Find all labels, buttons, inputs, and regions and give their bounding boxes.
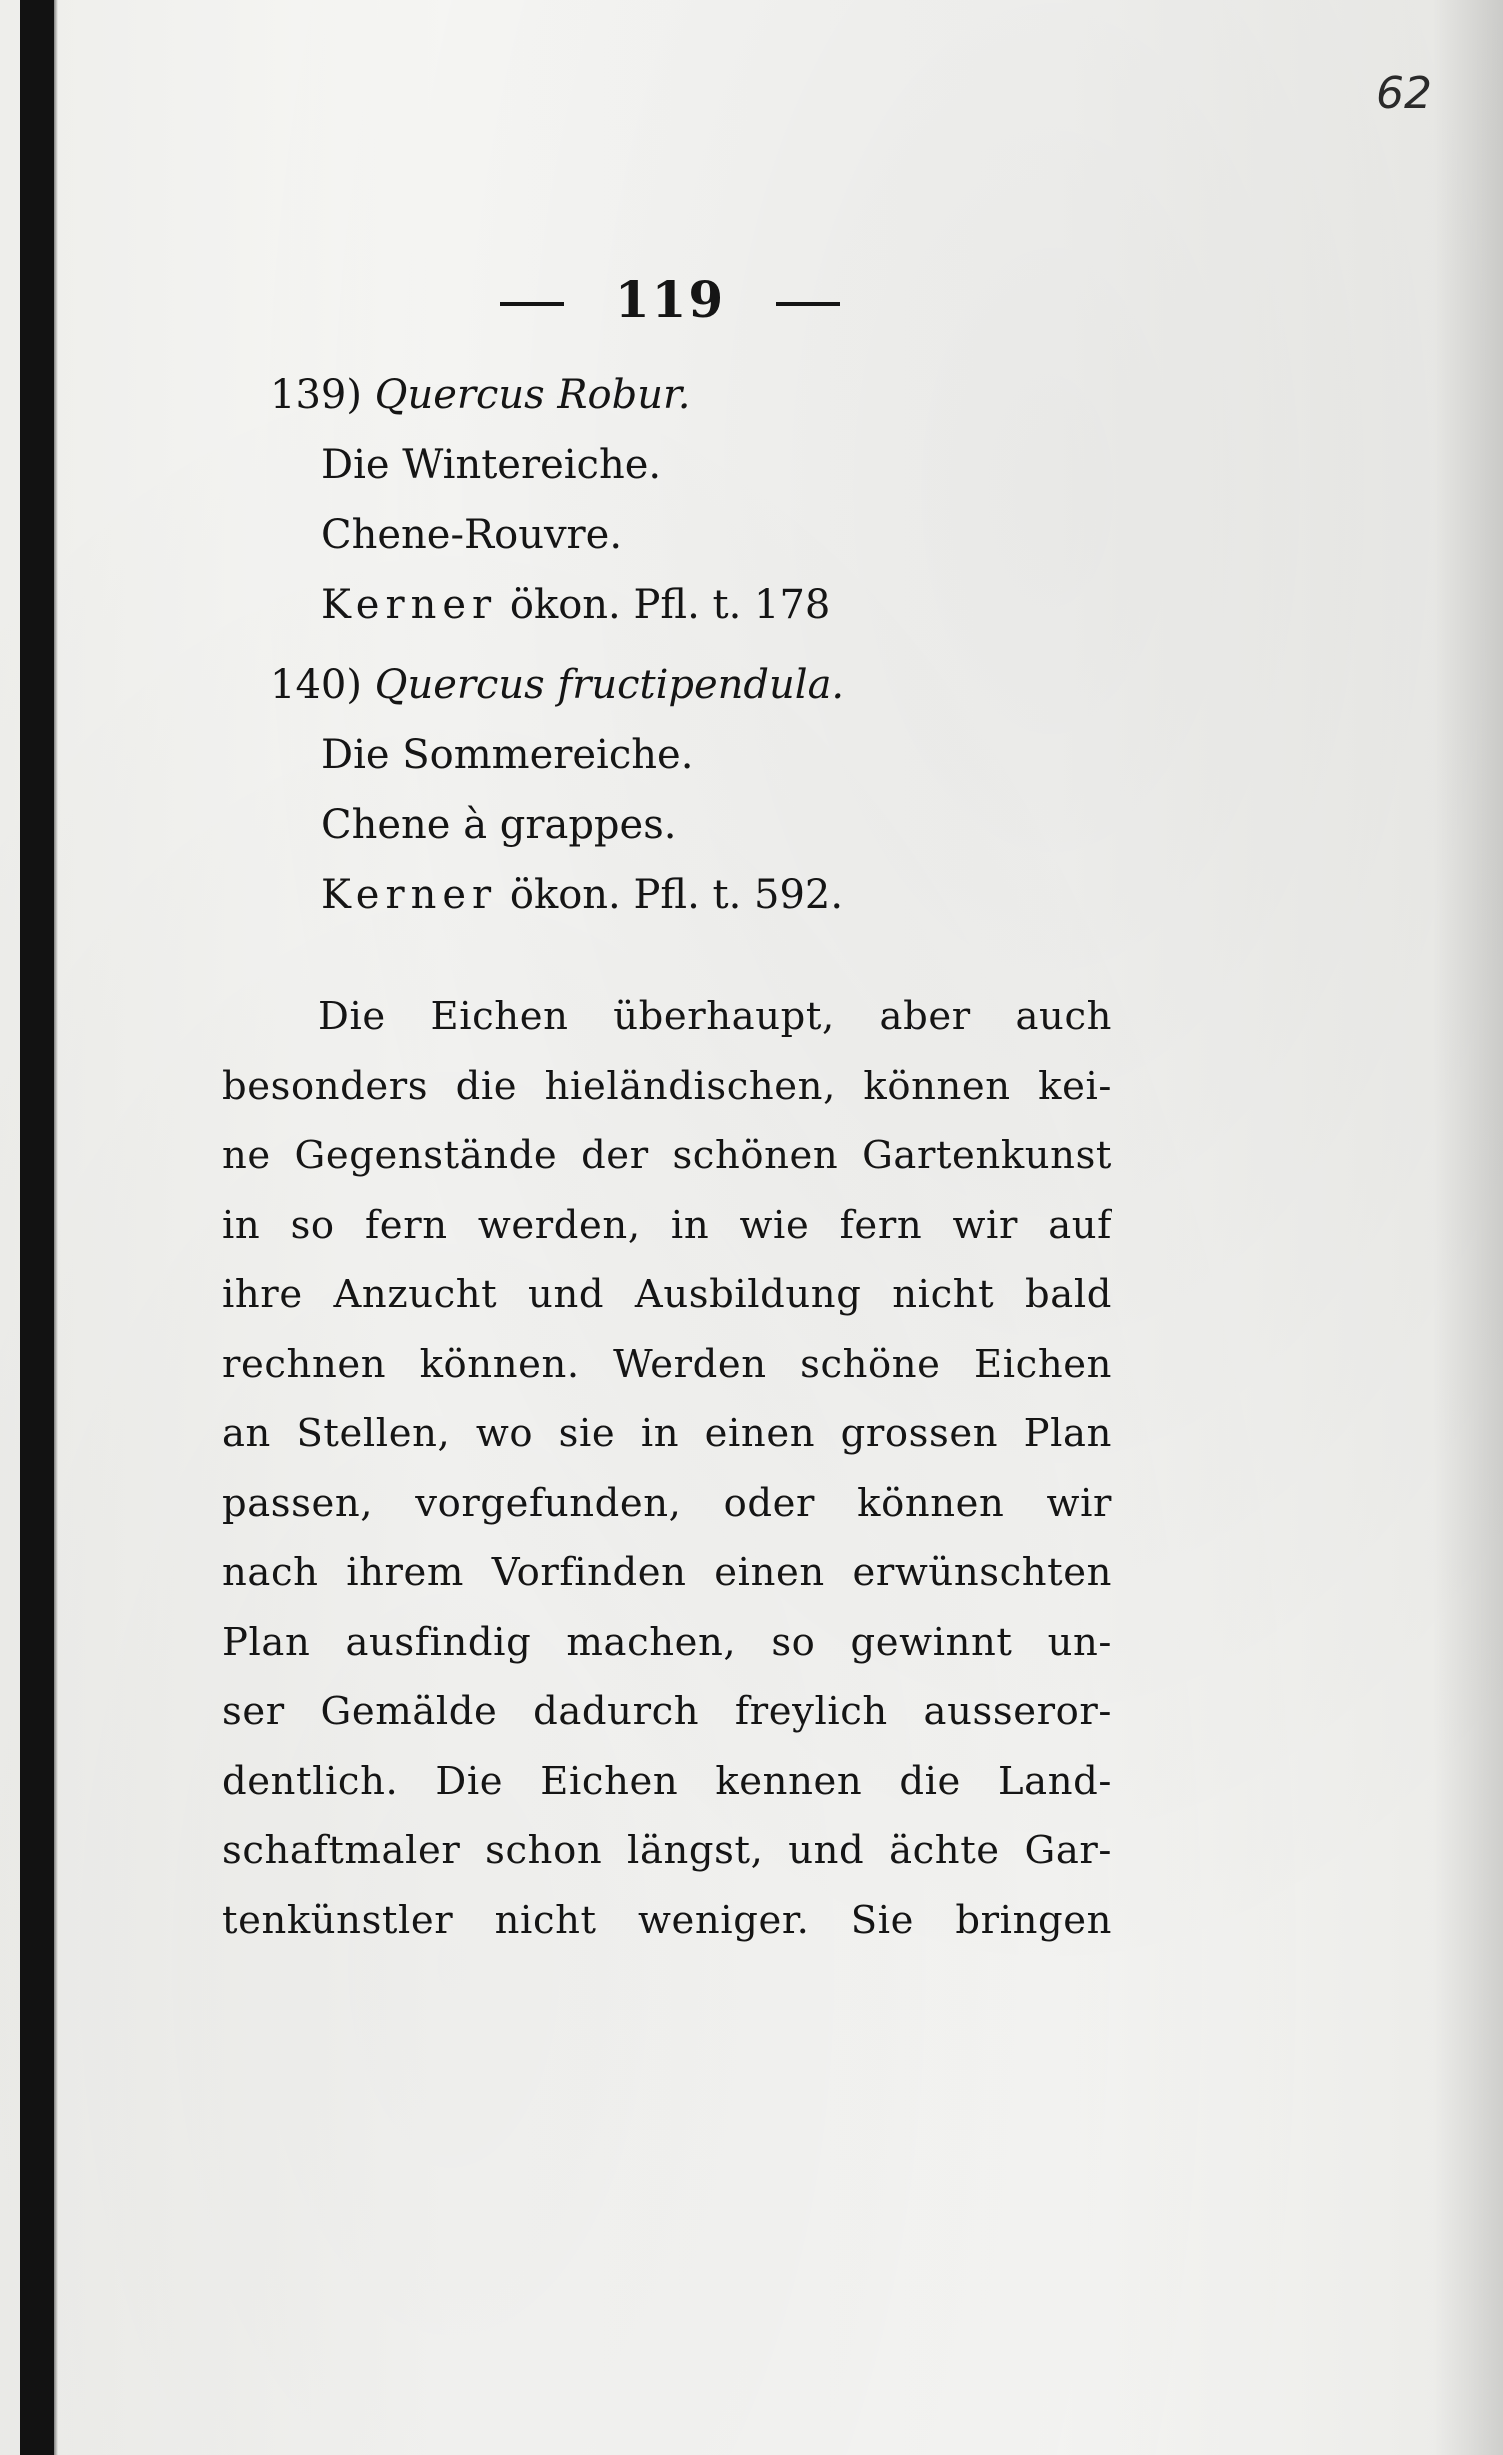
binding-edge	[20, 0, 54, 2455]
body-line: Plan ausfindig machen, so gewinnt un-	[222, 1619, 1112, 1665]
body-line: in so fern werden, in wie fern wir auf	[222, 1202, 1112, 1248]
body-line: dentlich. Die Eichen kennen die Land-	[222, 1758, 1112, 1804]
body-line: an Stellen, wo sie in einen grossen Plan	[222, 1411, 1112, 1456]
body-line: ne Gegenstände der schönen Gartenkunst	[222, 1133, 1112, 1178]
reference-author: Kerner	[321, 582, 498, 628]
page-edge-shadow	[1433, 0, 1503, 2455]
reference-author: Kerner	[321, 872, 498, 918]
body-line: Die Eichen überhaupt, aber auch	[318, 994, 1112, 1039]
folio-number: 62	[1376, 68, 1432, 119]
body-line: rechnen können. Werden schöne Eichen	[222, 1341, 1112, 1387]
german-name: Die Wintereiche.	[321, 442, 662, 488]
latin-name: Quercus fructipendula.	[374, 662, 845, 708]
running-header	[500, 270, 840, 340]
body-line: passen, vorgefunden, oder können wir	[222, 1480, 1112, 1526]
body-line: nach ihrem Vorfinden einen erwünschten	[222, 1550, 1112, 1595]
body-line: tenkünstler nicht weniger. Sie bringen	[222, 1897, 1112, 1943]
binding-shadow	[54, 0, 58, 2455]
reference	[270, 860, 1030, 930]
latin-name: Quercus Robur.	[374, 372, 691, 418]
page-number: 119	[614, 270, 726, 329]
entry-139	[270, 360, 1030, 640]
french-name: Chene à grappes.	[321, 802, 677, 848]
entry-heading	[270, 650, 1030, 720]
entry-number: 140)	[270, 662, 362, 708]
entry-number: 139)	[270, 372, 362, 418]
body-paragraph	[222, 982, 1112, 1955]
reference-detail: ökon. Pfl. t. 592.	[509, 872, 844, 918]
german-name: Die Sommereiche.	[321, 732, 694, 778]
body-line: besonders die hieländischen, können kei-	[222, 1063, 1112, 1109]
body-line: schaftmaler schon längst, und ächte Gar-	[222, 1828, 1112, 1873]
header-dash-left	[500, 302, 564, 306]
body-line: ser Gemälde dadurch freylich ausseror-	[222, 1689, 1112, 1734]
header-dash-right	[776, 302, 840, 306]
entry-heading	[270, 360, 1030, 430]
entry-140	[270, 650, 1030, 930]
reference	[270, 570, 1030, 640]
french-name: Chene-Rouvre.	[321, 512, 623, 558]
reference-detail: ökon. Pfl. t. 178	[509, 582, 831, 628]
body-line: ihre Anzucht und Ausbildung nicht bald	[222, 1272, 1112, 1317]
